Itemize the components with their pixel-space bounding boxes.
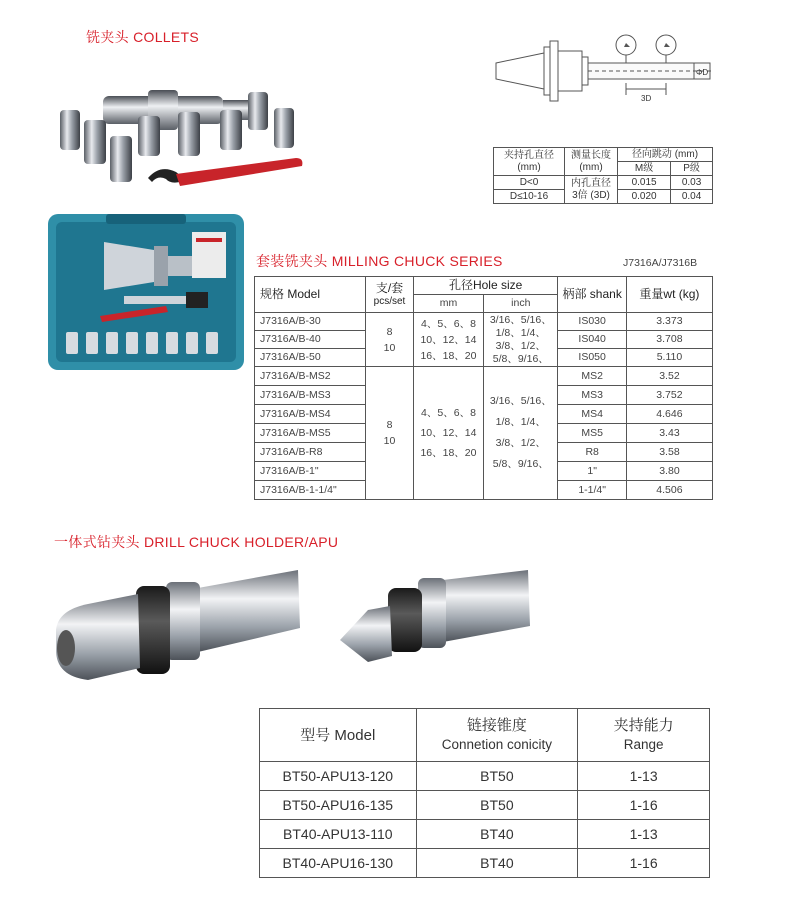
- collets-photo: [48, 86, 308, 196]
- runout-header-m: M级: [618, 162, 671, 176]
- milling-model: J7316A/B-50: [255, 349, 366, 367]
- milling-model: J7316A/B-MS3: [255, 386, 366, 405]
- runout-diagram: [488, 33, 723, 108]
- runout-r1-m: 0.015: [618, 176, 671, 190]
- drill-model: BT50-APU16-135: [260, 791, 417, 820]
- runout-r1-p: 0.03: [671, 176, 713, 190]
- collets-title: 铣夹头 COLLETS: [86, 29, 199, 45]
- runout-header-measure: 测量长度 (mm): [565, 148, 618, 176]
- table-row: [255, 367, 713, 386]
- milling-shank: 1": [558, 462, 626, 481]
- drill-range: 1-13: [578, 820, 710, 849]
- drill-title: 一体式钻夹头 DRILL CHUCK HOLDER/APU: [54, 534, 339, 550]
- runout-header-p: P级: [671, 162, 713, 176]
- milling-header-mm: mm: [413, 295, 483, 313]
- diagram-3d-label: 3D: [641, 94, 652, 103]
- milling-header-inch: inch: [484, 295, 558, 313]
- milling-table: [254, 276, 713, 500]
- milling-g1-pcs: 8 10: [366, 313, 414, 367]
- drill-header-conicity: 链接锥度 Connetion conicity: [416, 709, 578, 762]
- milling-model: J7316A/B-1": [255, 462, 366, 481]
- runout-r1-d: D<0: [494, 176, 565, 190]
- milling-model: J7316A/B-MS2: [255, 367, 366, 386]
- milling-shank: MS3: [558, 386, 626, 405]
- milling-title: 套装铣夹头 MILLING CHUCK SERIES: [256, 253, 503, 269]
- milling-g1-inch: 3/16、5/16、 1/8、1/4、 3/8、1/2、 5/8、9/16、: [484, 313, 558, 367]
- milling-weight: 3.52: [626, 367, 712, 386]
- milling-weight: 4.646: [626, 405, 712, 424]
- milling-model: J7316A/B-R8: [255, 443, 366, 462]
- milling-weight: 3.752: [626, 386, 712, 405]
- milling-model: J7316A/B-1-1/4": [255, 481, 366, 500]
- milling-chuck-case-photo: [46, 212, 246, 372]
- drill-conicity: BT40: [416, 849, 578, 878]
- milling-weight: 5.110: [626, 349, 712, 367]
- table-row: [260, 791, 710, 820]
- runout-header-runout: 径向跳动 (mm): [618, 148, 713, 162]
- runout-r2-m: 0.020: [618, 190, 671, 204]
- drill-conicity: BT50: [416, 762, 578, 791]
- milling-g2-pcs: 8 10: [366, 367, 414, 500]
- drill-model: BT40-APU13-110: [260, 820, 417, 849]
- milling-model: J7316A/B-30: [255, 313, 366, 331]
- milling-model: J7316A/B-MS4: [255, 405, 366, 424]
- milling-header-hole: 孔径Hole size: [413, 277, 558, 295]
- table-row: [255, 313, 713, 331]
- runout-table: [493, 147, 713, 204]
- runout-measure-cell: 内孔直径 3倍 (3D): [565, 176, 618, 204]
- runout-r2-d: D≤10-16: [494, 190, 565, 204]
- drill-conicity: BT50: [416, 791, 578, 820]
- drill-model: BT50-APU13-120: [260, 762, 417, 791]
- runout-header-clamp: 夹持孔直径 (mm): [494, 148, 565, 176]
- milling-header-model: 规格 Model: [255, 277, 366, 313]
- table-row: [260, 820, 710, 849]
- milling-shank: R8: [558, 443, 626, 462]
- milling-model: J7316A/B-MS5: [255, 424, 366, 443]
- milling-shank: IS050: [558, 349, 626, 367]
- table-row: [260, 762, 710, 791]
- drill-range: 1-16: [578, 791, 710, 820]
- milling-g2-inch: 3/16、5/16、 1/8、1/4、 3/8、1/2、 5/8、9/16、: [484, 367, 558, 500]
- milling-header-pcs: 支/套 pcs/set: [366, 277, 414, 313]
- milling-shank: MS2: [558, 367, 626, 386]
- milling-g2-mm: 4、5、6、8 10、12、14 16、18、20: [413, 367, 483, 500]
- drill-chuck-photo: [48, 560, 548, 695]
- drill-range: 1-13: [578, 762, 710, 791]
- runout-r2-p: 0.04: [671, 190, 713, 204]
- milling-shank: MS5: [558, 424, 626, 443]
- milling-shank: 1-1/4": [558, 481, 626, 500]
- drill-conicity: BT40: [416, 820, 578, 849]
- drill-header-model: 型号 Model: [260, 709, 417, 762]
- milling-code: J7316A/J7316B: [623, 257, 698, 269]
- milling-model: J7316A/B-40: [255, 331, 366, 349]
- milling-shank: IS030: [558, 313, 626, 331]
- milling-weight: 3.373: [626, 313, 712, 331]
- milling-weight: 3.80: [626, 462, 712, 481]
- milling-header-weight: 重量wt (kg): [626, 277, 712, 313]
- milling-header-shank: 柄部 shank: [558, 277, 626, 313]
- drill-range: 1-16: [578, 849, 710, 878]
- diagram-phid-label: ΦD: [696, 68, 709, 77]
- drill-header-range: 夹持能力 Range: [578, 709, 710, 762]
- table-row: [260, 849, 710, 878]
- drill-model: BT40-APU16-130: [260, 849, 417, 878]
- milling-weight: 3.58: [626, 443, 712, 462]
- milling-weight: 3.708: [626, 331, 712, 349]
- milling-g1-mm: 4、5、6、8 10、12、14 16、18、20: [413, 313, 483, 367]
- milling-weight: 4.506: [626, 481, 712, 500]
- milling-shank: IS040: [558, 331, 626, 349]
- milling-weight: 3.43: [626, 424, 712, 443]
- drill-table: [259, 708, 710, 878]
- milling-shank: MS4: [558, 405, 626, 424]
